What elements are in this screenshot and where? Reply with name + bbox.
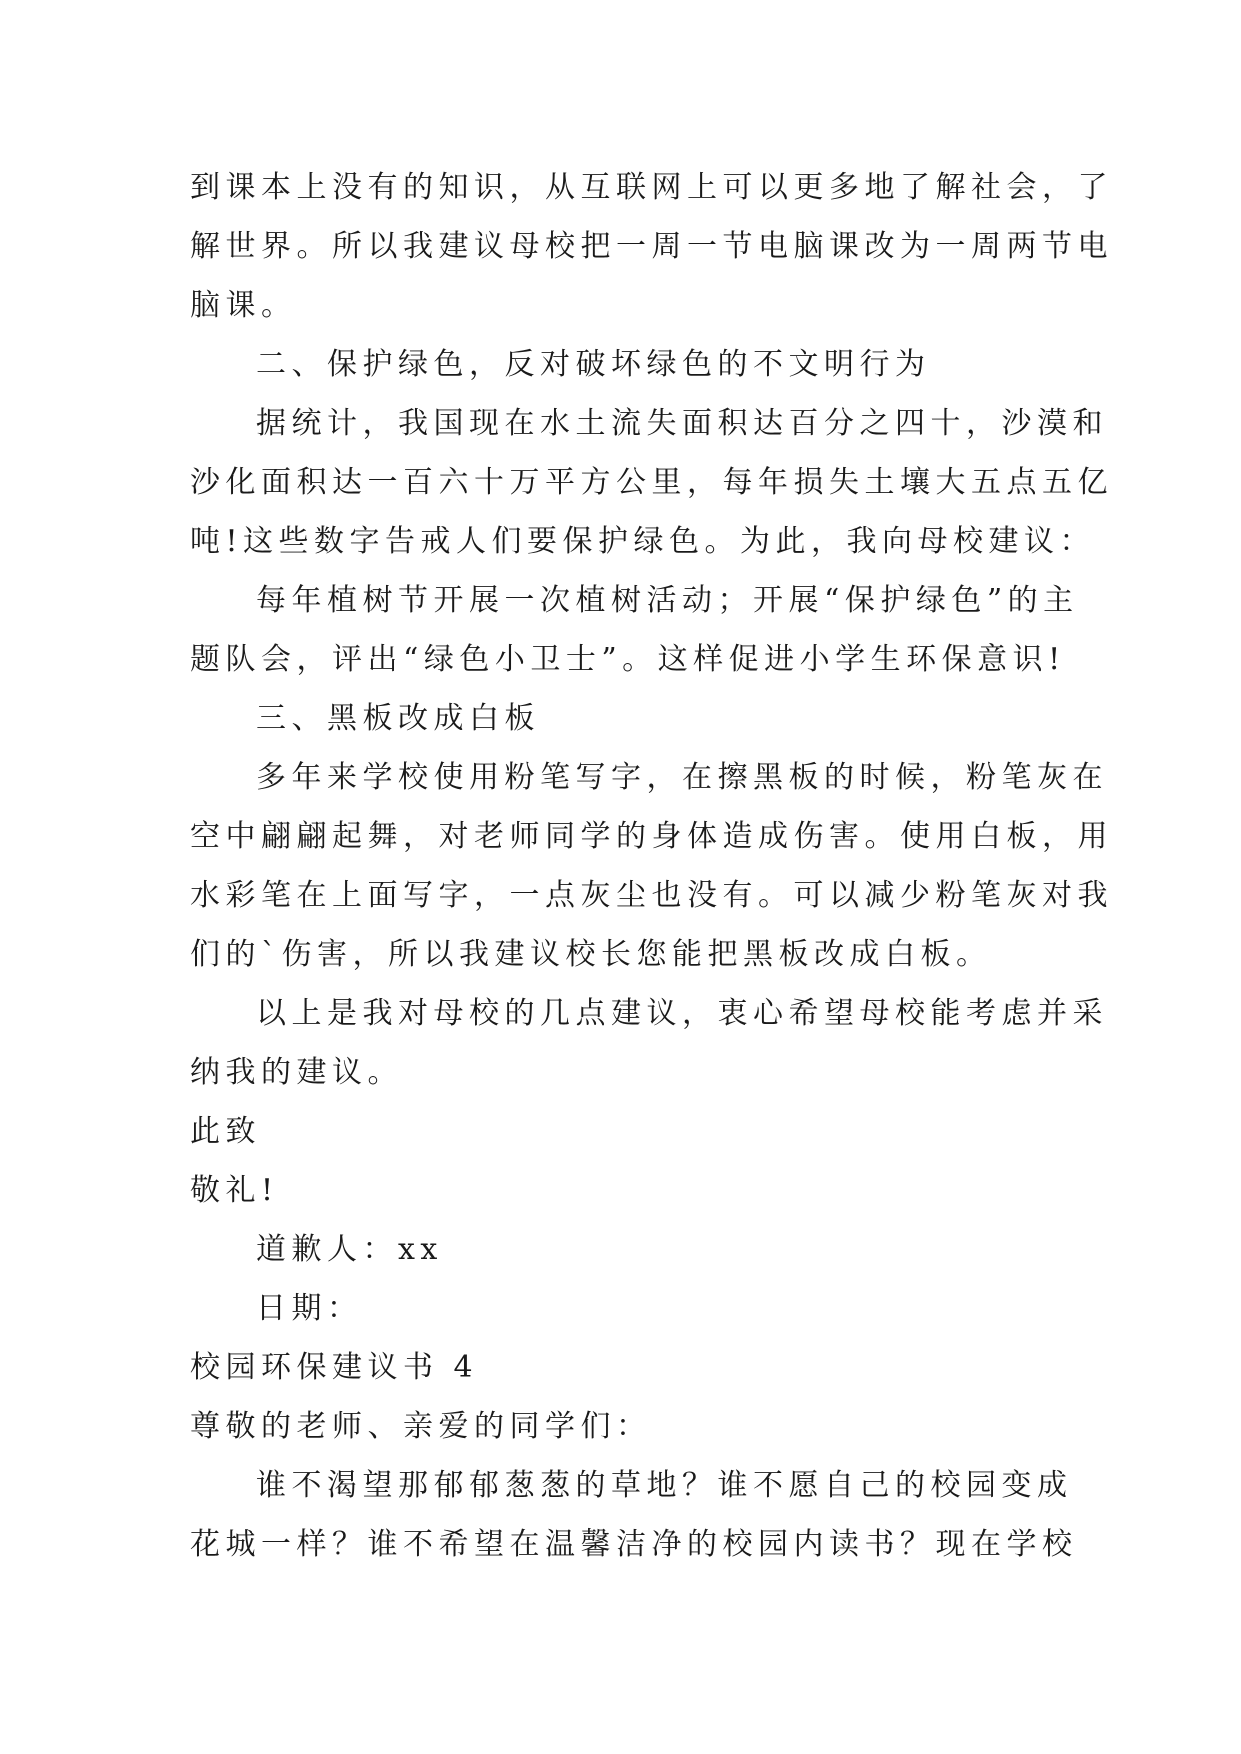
text-line: 脑课。	[190, 288, 297, 323]
document-body	[190, 158, 1113, 1574]
text-line: 们的`伤害，所以我建议校长您能把黑板改成白板。	[190, 937, 992, 972]
text-line: 题队会，评出“绿色小卫士”。这样促进小学生环保意识!	[190, 642, 1066, 677]
date-line: 日期：	[256, 1291, 363, 1326]
text-line: 空中翩翩起舞，对老师同学的身体造成伤害。使用白板，用	[190, 819, 1113, 854]
closing-line: 敬礼!	[190, 1173, 279, 1208]
salutation: 尊敬的老师、亲爱的同学们：	[190, 1409, 652, 1444]
section-heading: 三、黑板改成白板	[256, 701, 540, 736]
text-line: 据统计，我国现在水土流失面积达百分之四十，沙漠和	[256, 406, 1108, 441]
text-line: 吨!这些数字告戒人们要保护绿色。为此，我向母校建议：	[190, 524, 1096, 559]
text-line: 谁不渴望那郁郁葱葱的草地？谁不愿自己的校园变成	[256, 1468, 1073, 1503]
signature-line: 道歉人：xx	[256, 1232, 443, 1267]
text-line: 到课本上没有的知识，从互联网上可以更多地了解社会，了	[190, 170, 1113, 205]
text-line: 解世界。所以我建议母校把一周一节电脑课改为一周两节电	[190, 229, 1113, 264]
document-title: 校园环保建议书 4	[190, 1350, 479, 1385]
text-line: 多年来学校使用粉笔写字，在擦黑板的时候，粉笔灰在	[256, 760, 1108, 795]
text-line: 花城一样？谁不希望在温馨洁净的校园内读书？现在学校	[190, 1527, 1078, 1562]
text-line: 沙化面积达一百六十万平方公里，每年损失土壤大五点五亿	[190, 465, 1113, 500]
closing-line: 此致	[190, 1114, 261, 1149]
text-line: 每年植树节开展一次植树活动；开展“保护绿色”的主	[256, 583, 1079, 618]
text-line: 水彩笔在上面写字，一点灰尘也没有。可以减少粉笔灰对我	[190, 878, 1113, 913]
text-line: 以上是我对母校的几点建议，衷心希望母校能考虑并采	[256, 996, 1108, 1031]
text-line: 纳我的建议。	[190, 1055, 403, 1090]
section-heading: 二、保护绿色，反对破坏绿色的不文明行为	[256, 347, 931, 382]
